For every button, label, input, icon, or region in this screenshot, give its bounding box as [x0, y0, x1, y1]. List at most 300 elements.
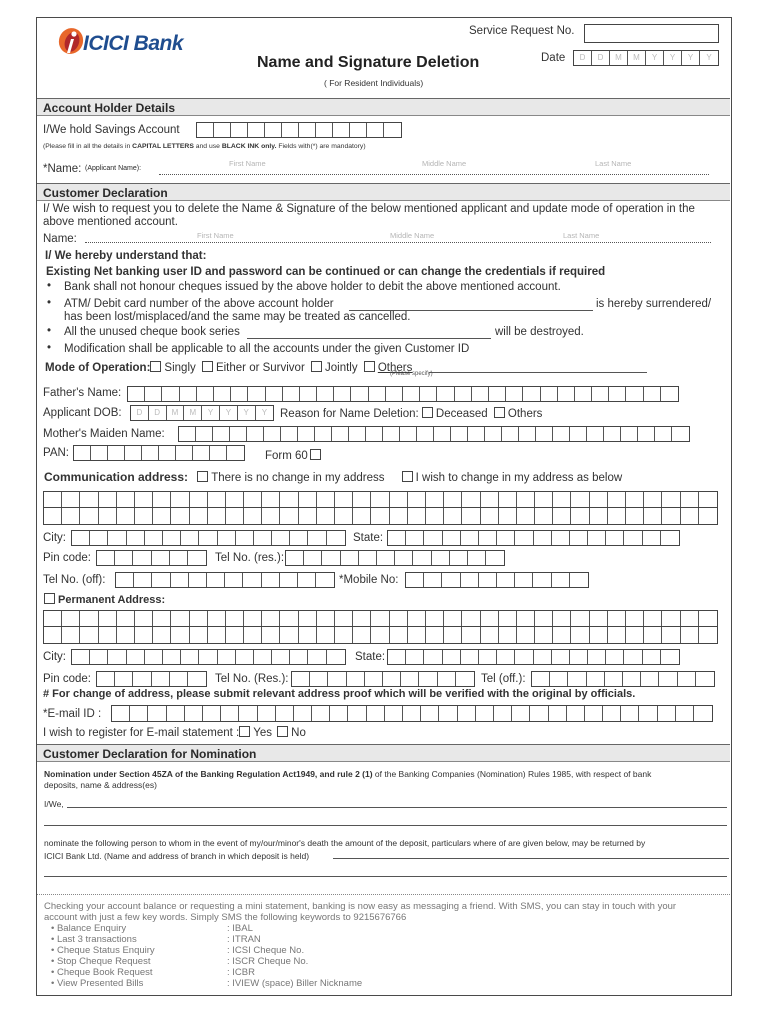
char-box[interactable] [408, 611, 426, 626]
char-box[interactable] [99, 508, 117, 524]
char-box[interactable] [517, 627, 535, 643]
char-box[interactable] [461, 531, 479, 545]
char-box[interactable] [44, 508, 62, 524]
char-box[interactable] [135, 492, 153, 507]
char-box[interactable] [609, 387, 626, 401]
char-box[interactable] [552, 531, 570, 545]
cheque-series-field[interactable] [247, 338, 491, 339]
char-box[interactable] [208, 508, 226, 524]
char-box[interactable]: Y [664, 51, 682, 65]
char-box[interactable]: Y [261, 408, 268, 417]
comm-pin-field[interactable] [96, 550, 207, 566]
char-box[interactable] [170, 672, 188, 686]
char-box[interactable] [462, 627, 480, 643]
char-box[interactable] [148, 706, 166, 721]
char-box[interactable] [603, 706, 621, 721]
char-box[interactable] [371, 492, 389, 507]
char-box[interactable] [280, 508, 298, 524]
char-box[interactable] [553, 627, 571, 643]
char-box[interactable] [462, 492, 480, 507]
char-box[interactable] [644, 387, 661, 401]
char-box[interactable] [167, 706, 185, 721]
char-box[interactable] [171, 573, 189, 587]
char-box[interactable] [499, 492, 517, 507]
father-name-field[interactable] [127, 386, 679, 402]
char-box[interactable] [341, 551, 359, 565]
char-box[interactable] [353, 611, 371, 626]
char-box[interactable] [283, 387, 300, 401]
char-box[interactable] [327, 531, 345, 545]
char-box[interactable] [517, 492, 535, 507]
char-box[interactable]: M [184, 406, 202, 420]
char-box[interactable] [535, 611, 553, 626]
char-box[interactable] [317, 492, 335, 507]
char-box[interactable] [515, 650, 533, 664]
char-box[interactable] [133, 551, 151, 565]
char-box[interactable] [390, 627, 408, 643]
char-box[interactable] [659, 672, 677, 686]
mode-jointly-checkbox[interactable] [311, 361, 322, 372]
char-box[interactable] [699, 492, 717, 507]
char-box[interactable] [327, 650, 345, 664]
char-box[interactable] [605, 672, 623, 686]
char-box[interactable] [494, 706, 512, 721]
char-box[interactable] [485, 427, 502, 441]
char-box[interactable] [450, 551, 468, 565]
char-box[interactable] [549, 706, 567, 721]
char-box[interactable] [145, 531, 163, 545]
char-box[interactable]: Y [706, 53, 712, 62]
char-box[interactable] [623, 672, 641, 686]
char-box[interactable] [644, 492, 662, 507]
char-box[interactable] [185, 706, 203, 721]
char-box[interactable] [299, 123, 316, 137]
char-box[interactable] [281, 427, 298, 441]
char-box[interactable] [243, 573, 261, 587]
char-box[interactable] [626, 611, 644, 626]
char-box[interactable] [517, 508, 535, 524]
char-box[interactable] [608, 492, 626, 507]
char-box[interactable] [681, 508, 699, 524]
char-box[interactable] [115, 551, 133, 565]
char-box[interactable] [558, 387, 575, 401]
char-box[interactable] [328, 672, 346, 686]
char-box[interactable] [443, 650, 461, 664]
char-box[interactable] [299, 627, 317, 643]
char-box[interactable] [280, 611, 298, 626]
char-box[interactable] [162, 387, 179, 401]
char-box[interactable] [298, 427, 315, 441]
char-box[interactable]: Y [220, 406, 238, 420]
char-box[interactable] [108, 446, 125, 460]
char-box[interactable] [519, 427, 536, 441]
char-box[interactable] [312, 706, 330, 721]
char-box[interactable] [272, 531, 290, 545]
char-box[interactable] [534, 650, 552, 664]
char-box[interactable] [517, 611, 535, 626]
char-box[interactable] [444, 627, 462, 643]
char-box[interactable] [349, 427, 366, 441]
char-box[interactable] [590, 627, 608, 643]
char-box[interactable] [171, 492, 189, 507]
char-box[interactable] [534, 531, 552, 545]
char-box[interactable] [117, 611, 135, 626]
char-box[interactable] [424, 531, 442, 545]
char-box[interactable]: Y [238, 406, 256, 420]
char-box[interactable] [317, 627, 335, 643]
char-box[interactable] [624, 531, 642, 545]
comm-address-line-1[interactable] [43, 491, 718, 508]
char-box[interactable] [570, 650, 588, 664]
char-box[interactable] [221, 706, 239, 721]
pan-field[interactable] [73, 445, 245, 461]
char-box[interactable] [266, 387, 283, 401]
char-box[interactable] [626, 492, 644, 507]
branch-field[interactable] [333, 858, 729, 859]
char-box[interactable] [127, 650, 145, 664]
char-box[interactable] [276, 706, 294, 721]
char-box[interactable] [159, 446, 176, 460]
char-box[interactable] [661, 650, 679, 664]
char-box[interactable] [367, 123, 384, 137]
char-box[interactable] [408, 508, 426, 524]
char-box[interactable] [638, 427, 655, 441]
comm-tel-res-field[interactable] [285, 550, 505, 566]
comm-address-line-2[interactable] [43, 508, 718, 525]
char-box[interactable] [639, 706, 657, 721]
char-box[interactable] [117, 627, 135, 643]
char-box[interactable] [676, 706, 694, 721]
char-box[interactable] [176, 446, 193, 460]
char-box[interactable] [662, 492, 680, 507]
char-box[interactable] [208, 611, 226, 626]
char-box[interactable] [461, 650, 479, 664]
char-box[interactable] [108, 531, 126, 545]
char-box[interactable] [116, 573, 134, 587]
char-box[interactable] [128, 387, 145, 401]
char-box[interactable] [552, 573, 570, 587]
char-box[interactable] [280, 573, 298, 587]
char-box[interactable] [300, 387, 317, 401]
char-box[interactable] [408, 492, 426, 507]
char-box[interactable] [590, 611, 608, 626]
dob-field[interactable] [130, 405, 274, 421]
char-box[interactable] [227, 446, 244, 460]
char-box[interactable] [298, 573, 316, 587]
char-box[interactable] [97, 672, 115, 686]
char-box[interactable] [80, 508, 98, 524]
char-box[interactable] [310, 672, 328, 686]
char-box[interactable] [426, 627, 444, 643]
char-box[interactable] [395, 551, 413, 565]
char-box[interactable] [570, 531, 588, 545]
char-box[interactable] [90, 650, 108, 664]
char-box[interactable] [199, 650, 217, 664]
char-box[interactable] [462, 508, 480, 524]
applicant-name-field[interactable] [159, 174, 709, 175]
char-box[interactable] [390, 611, 408, 626]
char-box[interactable] [497, 531, 515, 545]
char-box[interactable] [535, 508, 553, 524]
char-box[interactable] [406, 650, 424, 664]
form60-checkbox[interactable] [310, 449, 321, 460]
char-box[interactable] [681, 492, 699, 507]
char-box[interactable] [661, 387, 678, 401]
perm-pin-field[interactable] [96, 671, 207, 687]
char-box[interactable] [571, 611, 589, 626]
char-box[interactable] [390, 508, 408, 524]
char-box[interactable]: Y [202, 406, 220, 420]
comm-state-field[interactable] [387, 530, 680, 546]
char-box[interactable] [153, 627, 171, 643]
char-box[interactable] [621, 706, 639, 721]
char-box[interactable] [606, 531, 624, 545]
char-box[interactable] [481, 627, 499, 643]
char-box[interactable] [248, 387, 265, 401]
char-box[interactable] [108, 650, 126, 664]
char-box[interactable]: M [610, 51, 628, 65]
char-box[interactable] [479, 650, 497, 664]
char-box[interactable] [532, 672, 550, 686]
char-box[interactable] [472, 387, 489, 401]
char-box[interactable] [497, 650, 515, 664]
char-box[interactable] [153, 492, 171, 507]
char-box[interactable] [152, 573, 170, 587]
char-box[interactable] [587, 672, 605, 686]
char-box[interactable] [62, 627, 80, 643]
char-box[interactable] [99, 611, 117, 626]
char-box[interactable] [533, 573, 551, 587]
char-box[interactable] [80, 627, 98, 643]
char-box[interactable] [424, 650, 442, 664]
char-box[interactable] [72, 531, 90, 545]
char-box[interactable] [316, 123, 333, 137]
char-box[interactable] [332, 427, 349, 441]
char-box[interactable] [401, 672, 419, 686]
char-box[interactable] [444, 508, 462, 524]
char-box[interactable] [624, 650, 642, 664]
char-box[interactable] [152, 672, 170, 686]
char-box[interactable] [44, 611, 62, 626]
char-box[interactable] [135, 627, 153, 643]
char-box[interactable] [353, 627, 371, 643]
char-box[interactable] [388, 531, 406, 545]
char-box[interactable] [190, 492, 208, 507]
char-box[interactable] [226, 492, 244, 507]
char-box[interactable] [264, 427, 281, 441]
char-box[interactable] [388, 650, 406, 664]
char-box[interactable] [333, 123, 350, 137]
char-box[interactable] [424, 573, 442, 587]
char-box[interactable] [189, 573, 207, 587]
char-box[interactable] [499, 611, 517, 626]
estatement-no-checkbox[interactable] [277, 726, 288, 737]
reason-others-checkbox[interactable] [494, 407, 505, 418]
char-box[interactable] [335, 492, 353, 507]
char-box[interactable] [44, 492, 62, 507]
char-box[interactable] [197, 123, 214, 137]
char-box[interactable] [359, 551, 377, 565]
char-box[interactable] [188, 672, 206, 686]
perm-city-field[interactable] [71, 649, 346, 665]
char-box[interactable] [590, 508, 608, 524]
char-box[interactable] [322, 551, 340, 565]
char-box[interactable] [317, 508, 335, 524]
char-box[interactable] [386, 387, 403, 401]
char-box[interactable] [461, 573, 479, 587]
no-change-checkbox[interactable] [197, 471, 208, 482]
char-box[interactable] [568, 672, 586, 686]
char-box[interactable] [231, 387, 248, 401]
char-box[interactable] [179, 427, 196, 441]
char-box[interactable] [236, 650, 254, 664]
char-box[interactable] [644, 627, 662, 643]
perm-address-line-2[interactable] [43, 627, 718, 644]
char-box[interactable] [130, 706, 148, 721]
char-box[interactable] [626, 508, 644, 524]
char-box[interactable] [462, 611, 480, 626]
char-box[interactable] [171, 508, 189, 524]
char-box[interactable] [506, 387, 523, 401]
char-box[interactable]: M [628, 51, 646, 65]
char-box[interactable] [408, 627, 426, 643]
char-box[interactable]: D [592, 51, 610, 65]
char-box[interactable] [658, 706, 676, 721]
char-box[interactable] [481, 508, 499, 524]
char-box[interactable] [335, 611, 353, 626]
char-box[interactable] [672, 427, 689, 441]
char-box[interactable] [456, 672, 474, 686]
char-box[interactable] [244, 492, 262, 507]
char-box[interactable] [468, 427, 485, 441]
char-box[interactable] [643, 650, 661, 664]
mode-others-checkbox[interactable] [364, 361, 375, 372]
char-box[interactable] [608, 627, 626, 643]
char-box[interactable] [553, 492, 571, 507]
char-box[interactable] [214, 123, 231, 137]
char-box[interactable] [458, 706, 476, 721]
char-box[interactable] [80, 611, 98, 626]
char-box[interactable] [486, 551, 504, 565]
char-box[interactable] [512, 706, 530, 721]
char-box[interactable] [567, 706, 585, 721]
char-box[interactable] [208, 627, 226, 643]
char-box[interactable] [608, 611, 626, 626]
char-box[interactable] [421, 706, 439, 721]
char-box[interactable] [44, 627, 62, 643]
char-box[interactable] [575, 387, 592, 401]
char-box[interactable] [117, 508, 135, 524]
char-box[interactable] [626, 627, 644, 643]
char-box[interactable] [451, 427, 468, 441]
perm-tel-off-field[interactable] [531, 671, 715, 687]
char-box[interactable] [163, 650, 181, 664]
estatement-yes-checkbox[interactable] [239, 726, 250, 737]
char-box[interactable] [226, 627, 244, 643]
char-box[interactable] [280, 492, 298, 507]
char-box[interactable] [383, 427, 400, 441]
perm-address-line-1[interactable] [43, 610, 718, 627]
char-box[interactable] [213, 427, 230, 441]
char-box[interactable] [335, 627, 353, 643]
char-box[interactable] [142, 446, 159, 460]
char-box[interactable] [641, 672, 659, 686]
char-box[interactable] [317, 611, 335, 626]
char-box[interactable] [262, 508, 280, 524]
char-box[interactable] [308, 531, 326, 545]
char-box[interactable] [476, 706, 494, 721]
char-box[interactable] [699, 508, 717, 524]
char-box[interactable] [180, 387, 197, 401]
char-box[interactable] [571, 627, 589, 643]
char-box[interactable] [193, 446, 210, 460]
char-box[interactable] [62, 611, 80, 626]
char-box[interactable] [420, 387, 437, 401]
char-box[interactable] [299, 611, 317, 626]
char-box[interactable] [489, 387, 506, 401]
char-box[interactable] [417, 427, 434, 441]
char-box[interactable] [308, 650, 326, 664]
char-box[interactable] [366, 427, 383, 441]
char-box[interactable] [214, 387, 231, 401]
char-box[interactable] [299, 508, 317, 524]
branch-field-2[interactable] [44, 876, 727, 877]
char-box[interactable] [135, 508, 153, 524]
char-box[interactable] [481, 611, 499, 626]
char-box[interactable] [262, 627, 280, 643]
char-box[interactable] [553, 508, 571, 524]
char-box[interactable] [134, 573, 152, 587]
char-box[interactable]: Y [646, 51, 664, 65]
char-box[interactable] [571, 508, 589, 524]
char-box[interactable] [434, 427, 451, 441]
char-box[interactable] [655, 427, 672, 441]
char-box[interactable] [225, 573, 243, 587]
char-box[interactable] [426, 508, 444, 524]
char-box[interactable] [515, 531, 533, 545]
char-box[interactable] [99, 627, 117, 643]
permanent-address-checkbox[interactable] [44, 593, 55, 604]
char-box[interactable] [426, 611, 444, 626]
char-box[interactable] [145, 387, 162, 401]
mobile-field[interactable] [405, 572, 589, 588]
char-box[interactable] [196, 427, 213, 441]
char-box[interactable] [681, 627, 699, 643]
savings-account-field[interactable] [196, 122, 402, 138]
char-box[interactable] [197, 387, 214, 401]
char-box[interactable] [699, 627, 717, 643]
char-box[interactable] [282, 123, 299, 137]
comm-tel-off-field[interactable] [115, 572, 335, 588]
char-box[interactable] [385, 706, 403, 721]
char-box[interactable] [662, 627, 680, 643]
char-box[interactable] [535, 627, 553, 643]
char-box[interactable] [315, 427, 332, 441]
char-box[interactable] [432, 551, 450, 565]
char-box[interactable] [497, 573, 515, 587]
char-box[interactable] [317, 387, 334, 401]
char-box[interactable] [97, 551, 115, 565]
char-box[interactable] [536, 427, 553, 441]
char-box[interactable] [571, 492, 589, 507]
char-box[interactable] [207, 573, 225, 587]
char-box[interactable] [152, 551, 170, 565]
char-box[interactable] [550, 672, 568, 686]
char-box[interactable] [190, 611, 208, 626]
char-box[interactable] [112, 706, 130, 721]
char-box[interactable] [552, 650, 570, 664]
char-box[interactable] [350, 123, 367, 137]
